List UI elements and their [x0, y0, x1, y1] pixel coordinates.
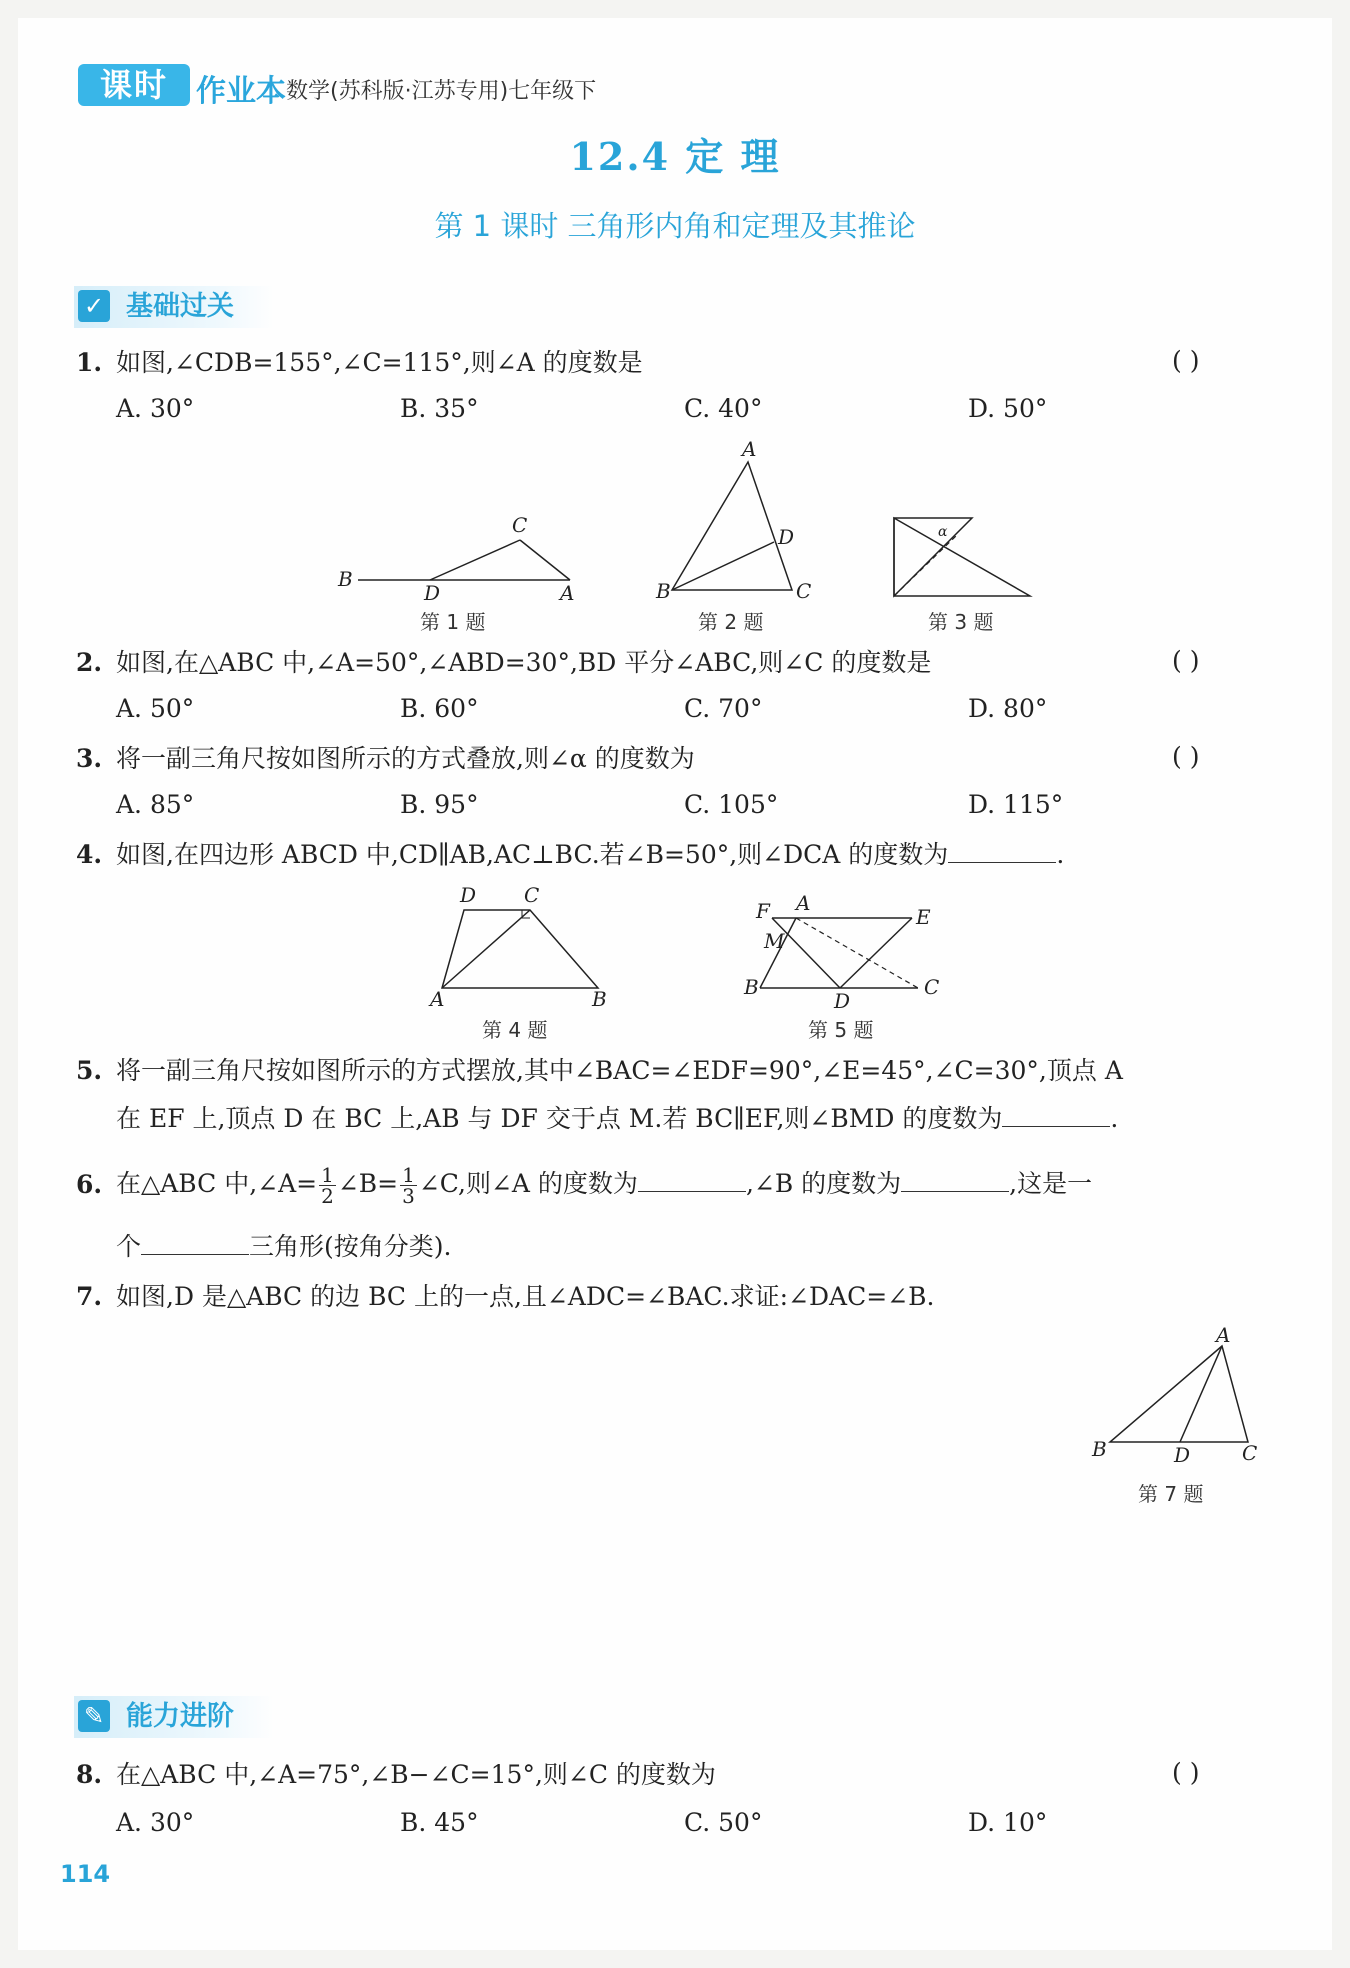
line-dc	[430, 540, 520, 580]
lesson-title: 第 1 课时 三角形内角和定理及其推论	[434, 209, 916, 243]
section-header-basic	[74, 286, 274, 328]
label-a: A	[1216, 1326, 1231, 1347]
question-6-part: ,∠B 的度数为	[745, 1169, 902, 1198]
line-ac	[442, 910, 530, 988]
question-6-part: 在△ABC 中,∠A=	[116, 1169, 318, 1198]
triangle-abc	[1110, 1346, 1248, 1442]
label-d: D	[834, 989, 851, 1010]
question-6-line-1	[116, 1160, 1092, 1208]
question-7-text: 如图,D 是△ABC 的边 BC 上的一点,且∠ADC=∠BAC.求证:∠DAC=∠B.	[116, 1282, 935, 1311]
option-b: B. 95°	[400, 790, 479, 819]
question-1-text: 如图,∠CDB=155°,∠C=115°,则∠A 的度数是	[116, 348, 643, 377]
label-a: A	[796, 891, 811, 915]
period: .	[1110, 1104, 1119, 1133]
section-header-label: 能力进阶	[126, 1701, 234, 1732]
brand-logo: 课时	[78, 64, 190, 106]
fraction-one-half	[319, 1165, 336, 1206]
question-6-part: ,这是一	[1009, 1169, 1093, 1198]
label-c: C	[796, 579, 812, 603]
label-d: D	[424, 581, 441, 605]
label-a: A	[560, 581, 575, 605]
label-c: C	[924, 975, 940, 999]
question-3-text: 将一副三角尺按如图所示的方式叠放,则∠α 的度数为	[116, 744, 695, 773]
option-a: A. 30°	[116, 394, 195, 423]
triangle-abc	[672, 462, 795, 590]
question-number: 2.	[76, 648, 103, 677]
option-c: C. 50°	[684, 1808, 763, 1837]
figure-1-caption: 第 1 题	[420, 610, 486, 634]
quadrilateral-abcd	[442, 910, 598, 988]
label-d: D	[778, 525, 795, 549]
label-d: D	[1174, 1443, 1191, 1466]
option-c: C. 105°	[684, 790, 779, 819]
figure-2-caption: 第 2 题	[698, 610, 764, 634]
option-a: A. 50°	[116, 694, 195, 723]
figure-5	[740, 888, 950, 1010]
section-title: 12.4 定 理	[569, 134, 781, 179]
label-alpha: α	[938, 524, 948, 540]
label-b: B	[338, 567, 353, 591]
figure-4-caption: 第 4 题	[482, 1018, 548, 1042]
question-number: 4.	[76, 840, 103, 869]
option-d: D. 50°	[968, 394, 1048, 423]
question-number: 8.	[76, 1760, 103, 1789]
label-c: C	[512, 513, 528, 537]
answer-paren: ( )	[1172, 346, 1200, 375]
option-c: C. 40°	[684, 394, 763, 423]
option-b: B. 45°	[400, 1808, 479, 1837]
label-e: E	[916, 905, 931, 929]
answer-blank-angle-a[interactable]	[638, 1167, 746, 1192]
label-a: A	[742, 440, 757, 461]
period: .	[1056, 840, 1065, 869]
label-b: B	[656, 579, 671, 603]
fraction-numerator: 1	[402, 1163, 415, 1187]
answer-paren: ( )	[1172, 1758, 1200, 1787]
fraction-denominator: 2	[321, 1184, 334, 1208]
figure-3	[880, 500, 1040, 610]
question-6-part: 三角形(按角分类).	[249, 1232, 452, 1261]
option-d: D. 10°	[968, 1808, 1048, 1837]
figure-7	[1086, 1326, 1266, 1466]
label-b: B	[592, 987, 607, 1010]
line-bd	[672, 542, 774, 590]
section-header-label: 基础过关	[126, 291, 234, 322]
question-number: 6.	[76, 1170, 103, 1199]
option-d: D. 80°	[968, 694, 1048, 723]
set-square-30	[894, 518, 1030, 596]
label-m: M	[764, 929, 785, 953]
brand-name: 作业本	[196, 74, 286, 109]
option-c: C. 70°	[684, 694, 763, 723]
question-4-text	[116, 838, 1064, 872]
figure-7-caption: 第 7 题	[1138, 1482, 1204, 1506]
checkbox-icon: ✓	[78, 290, 110, 322]
question-6-part: ∠C,则∠A 的度数为	[418, 1169, 638, 1198]
label-c: C	[1242, 1441, 1258, 1465]
option-b: B. 35°	[400, 394, 479, 423]
question-6-part: 个	[116, 1232, 142, 1261]
label-b: B	[1092, 1437, 1107, 1461]
question-5-line-1: 将一副三角尺按如图所示的方式摆放,其中∠BAC=∠EDF=90°,∠E=45°,∠C=30°,顶点 A	[116, 1056, 1123, 1085]
answer-blank[interactable]	[1002, 1102, 1110, 1127]
question-6-part: ∠B=	[337, 1169, 399, 1198]
page-number: 114	[60, 1860, 111, 1888]
dashed-ac	[796, 918, 918, 988]
option-d: D. 115°	[968, 790, 1064, 819]
figure-5-caption: 第 5 题	[808, 1018, 874, 1042]
label-b: B	[744, 975, 759, 999]
figure-3-caption: 第 3 题	[928, 610, 994, 634]
option-a: A. 85°	[116, 790, 195, 819]
set-square-45	[894, 518, 972, 596]
option-b: B. 60°	[400, 694, 479, 723]
question-5-body: 在 EF 上,顶点 D 在 BC 上,AB 与 DF 交于点 M.若 BC∥EF,则∠BMD 的度数为	[116, 1104, 1003, 1133]
fraction-denominator: 3	[402, 1184, 415, 1208]
label-a: A	[430, 987, 445, 1010]
answer-blank[interactable]	[948, 838, 1056, 863]
line-ed	[840, 918, 912, 988]
answer-paren: ( )	[1172, 742, 1200, 771]
figure-2	[650, 440, 830, 610]
line-ca	[520, 540, 570, 580]
question-4-body: 如图,在四边形 ABCD 中,CD∥AB,AC⊥BC.若∠B=50°,则∠DCA 的度数为	[116, 840, 949, 869]
question-5-line-2	[116, 1102, 1118, 1136]
fraction-numerator: 1	[321, 1163, 334, 1187]
question-6-line-2	[116, 1230, 451, 1264]
label-f: F	[756, 899, 770, 923]
option-a: A. 30°	[116, 1808, 195, 1837]
question-2-text: 如图,在△ABC 中,∠A=50°,∠ABD=30°,BD 平分∠ABC,则∠C 的度数是	[116, 648, 932, 677]
fraction-one-third	[400, 1165, 417, 1206]
line-ad	[1180, 1346, 1222, 1442]
answer-blank-type[interactable]	[141, 1230, 249, 1255]
question-number: 1.	[76, 348, 103, 377]
answer-blank-angle-b[interactable]	[901, 1167, 1009, 1192]
question-number: 5.	[76, 1056, 103, 1085]
section-header-advanced	[74, 1696, 274, 1738]
question-number: 7.	[76, 1282, 103, 1311]
label-c: C	[524, 883, 540, 907]
figure-4	[420, 880, 620, 1010]
question-8-text: 在△ABC 中,∠A=75°,∠B−∠C=15°,则∠C 的度数为	[116, 1760, 716, 1789]
label-d: D	[460, 883, 477, 907]
answer-paren: ( )	[1172, 646, 1200, 675]
figure-1	[330, 440, 590, 610]
question-number: 3.	[76, 744, 103, 773]
brand-subject: 数学(苏科版·江苏专用)七年级下	[286, 79, 597, 104]
pencil-icon: ✎	[78, 1700, 110, 1732]
